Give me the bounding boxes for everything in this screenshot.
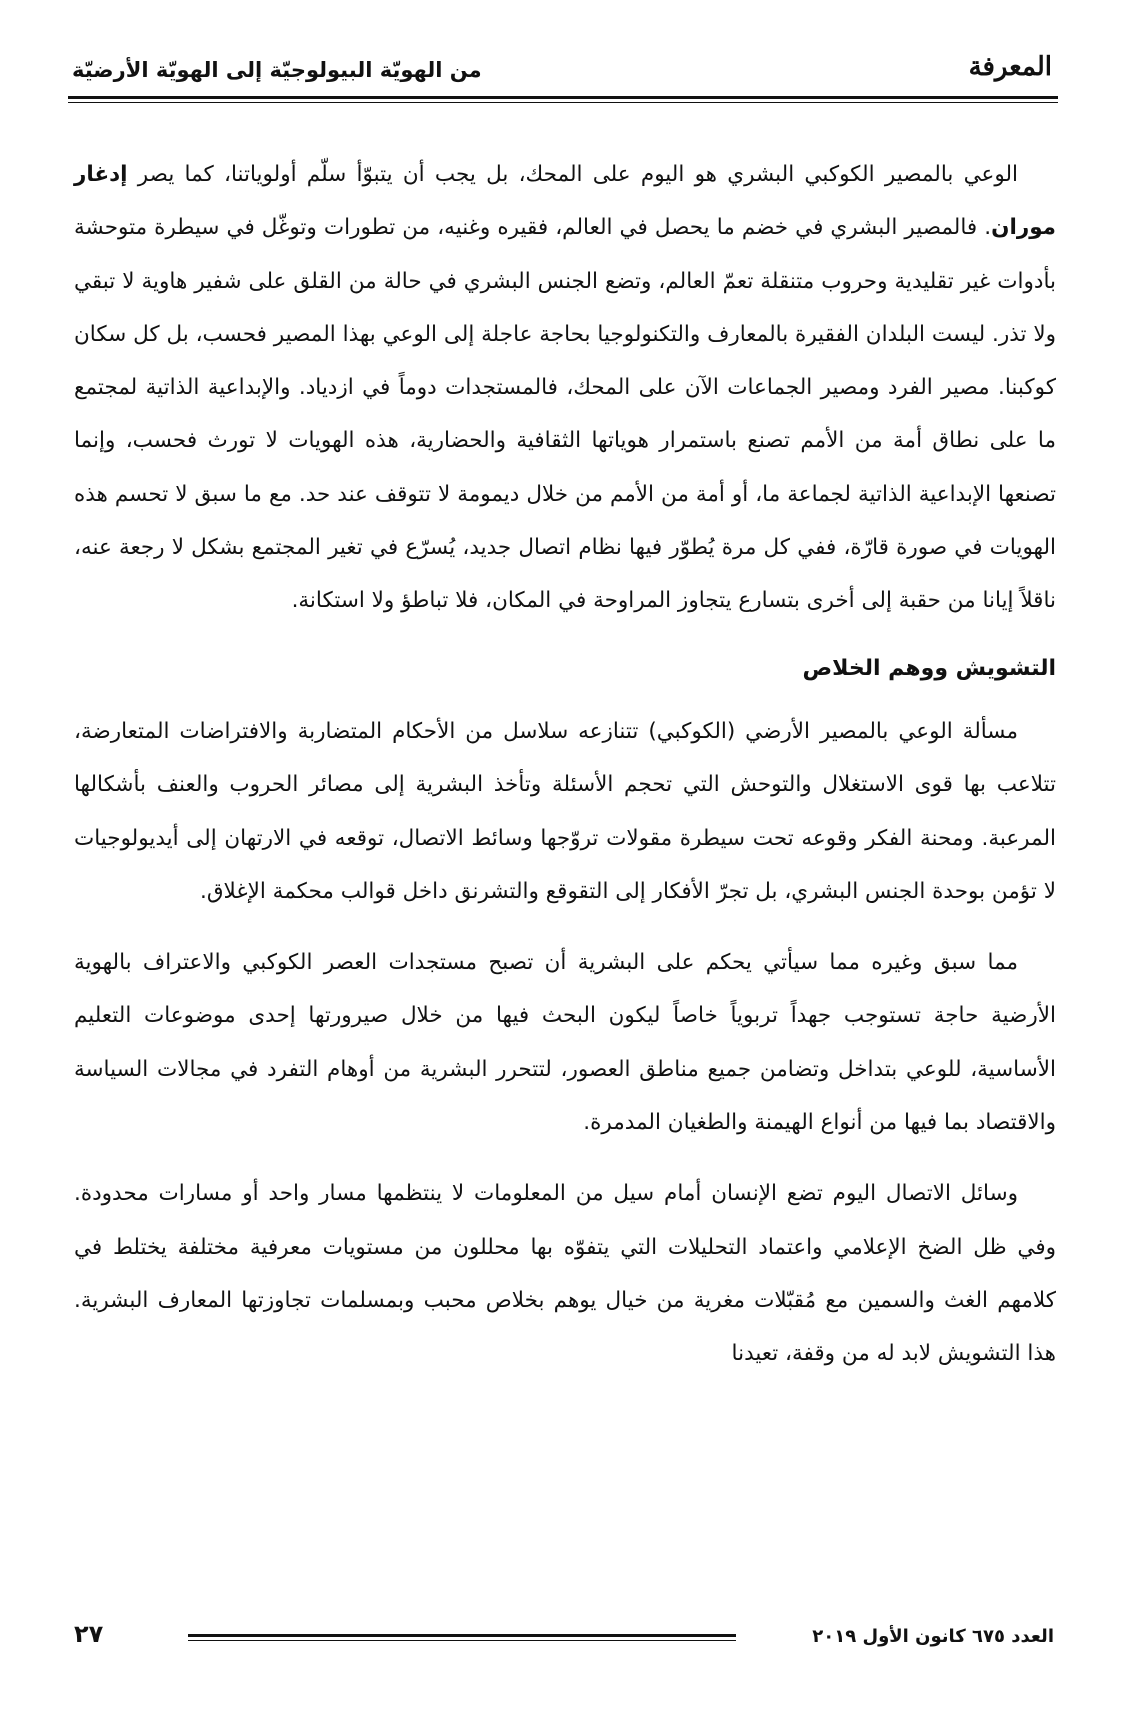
running-title: من الهويّة البيولوجيّة إلى الهويّة الأرضيّة xyxy=(72,58,482,82)
page-footer xyxy=(68,1620,1058,1660)
footer-rule-thick xyxy=(188,1634,736,1637)
header-rule-thick xyxy=(68,96,1058,99)
page-number: ٢٧ xyxy=(74,1620,104,1648)
paragraph-2: مسألة الوعي بالمصير الأرضي (الكوكبي) تتنازعه سلاسل من الأحكام المتضاربة والافتراضات المتعارضة، تتلاعب بها قوى الاستغلال والتوحش التي تحجم الأسئلة وتأخذ البشرية إلى مصائر الحروب والعنف بأشكالها المرعبة. ومحنة الفكر وقوعه تحت سيطرة مقولات تروّجها وسائط الاتصال، توقعه في الارتهان إلى أيديولوجيات لا تؤمن بوحدة الجنس البشري، بل تجرّ الأفكار إلى التقوقع والتشرنق داخل قوالب محكمة الإغلاق. xyxy=(74,718,1056,904)
page-header xyxy=(68,46,1058,94)
magazine-logo: المعرفة xyxy=(968,52,1052,82)
paragraph-3: مما سبق وغيره مما سيأتي يحكم على البشرية أن تصبح مستجدات العصر الكوكبي والاعتراف بالهوية الأرضية حاجة تستوجب جهداً تربوياً خاصاً ليكون البحث فيها من خلال صيرورتها إحدى موضوعات التعليم الأساسية، للوعي بتداخل وتضامن جميع مناطق العصور، لتتحرر البشرية من أوهام التفرد في مجالات السياسة والاقتصاد بما فيها من أنواع الهيمنة والطغيان المدمرة. xyxy=(74,950,1056,1136)
paragraph-1 xyxy=(74,148,1056,628)
author-name-emphasis: إدغار موران xyxy=(74,162,1056,241)
article-body xyxy=(74,148,1056,1381)
paragraph-4: وسائل الاتصال اليوم تضع الإنسان أمام سيل من المعلومات لا ينتظمها مسار واحد أو مسارات محدودة. وفي ظل الضخ الإعلامي واعتماد التحليلات التي يتفوّه بها محللون من مستويات معرفية مختلفة يختلط في كلامهم الغث والسمين مع مُقبّلات مغرية من خيال يوهم بخلاص محبب وبمسلمات تجاوزتها المعارف البشرية. هذا التشويش لابد له من وقفة، تعيدنا xyxy=(74,1181,1056,1367)
header-rule-thin xyxy=(68,102,1058,103)
footer-rule-thin xyxy=(188,1640,736,1641)
paragraph-1-text-b: . فالمصير البشري في خضم ما يحصل في العالم، فقيره وغنيه، من تطورات وتوغّل في سيطرة متوحشة بأدوات غير تقليدية وحروب متنقلة تعمّ العالم، وتضع الجنس البشري في حالة من القلق على شفير هاوية لا تبقي ولا تذر. ليست البلدان الفقيرة بالمعارف والتكنولوجيا بحاجة عاجلة إلى الوعي بهذا المصير فحسب، بل كل سكان كوكبنا. مصير الفرد ومصير الجماعات الآن على المحك، فالمستجدات دوماً في ازدياد. والإبداعية الذاتية لمجتمع ما على نطاق أمة من الأمم تصنع باستمرار هوياتها الثقافية والحضارية، هذه الهويات لا تورث فحسب، وإنما تصنعها الإبداعية الذاتية لجماعة ما، أو أمة من الأمم من خلال ديمومة لا تتوقف عند حد. مع ما سبق لا تحسم هذه الهويات في صورة قارّة، ففي كل مرة يُطوّر فيها نظام اتصال جديد، يُسرّع في تغير المجتمع بشكل لا رجعة عنه، ناقلاً إيانا من حقبة إلى أخرى بتسارع يتجاوز المراوحة في المكان، فلا تباطؤ ولا استكانة. xyxy=(74,215,1056,614)
paragraph-1-text-a: الوعي بالمصير الكوكبي البشري هو اليوم على المحك، بل يجب أن يتبوّأ سلّم أولوياتنا، كما يصر xyxy=(127,162,1018,187)
issue-info: العدد ٦٧٥ كانون الأول ٢٠١٩ xyxy=(812,1626,1054,1647)
section-heading: التشويش ووهم الخلاص xyxy=(802,655,1056,681)
